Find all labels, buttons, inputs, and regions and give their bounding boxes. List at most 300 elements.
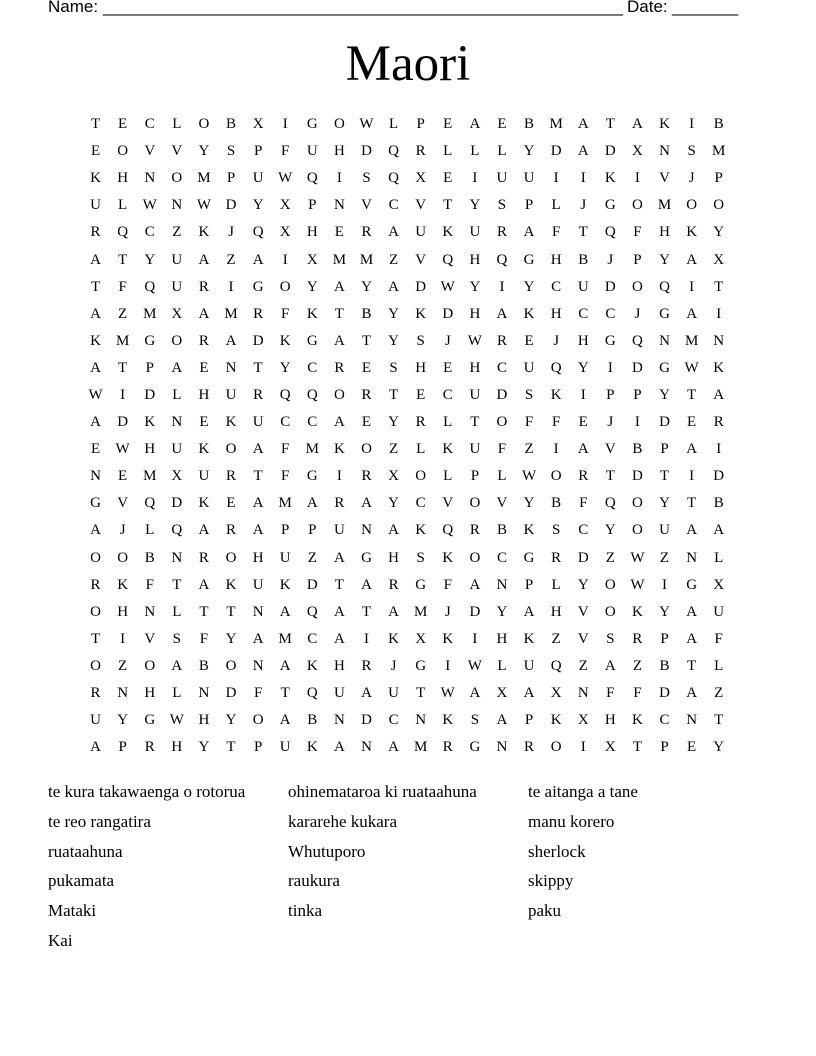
grid-letter: A bbox=[686, 441, 698, 458]
grid-letter: A bbox=[686, 251, 698, 268]
grid-letter: A bbox=[523, 603, 535, 620]
grid-letter: C bbox=[605, 305, 616, 322]
grid-letter: Z bbox=[226, 251, 236, 268]
grid-letter: X bbox=[171, 468, 183, 485]
grid-letter: R bbox=[361, 224, 372, 241]
grid-letter: M bbox=[359, 251, 374, 268]
grid-letter: O bbox=[469, 549, 481, 566]
grid-letter: H bbox=[252, 549, 264, 566]
grid-letter: N bbox=[225, 359, 237, 376]
grid-letter: R bbox=[578, 468, 589, 485]
grid-letter: F bbox=[145, 576, 154, 593]
grid-letter: W bbox=[521, 468, 537, 485]
grid-letter: J bbox=[228, 224, 234, 241]
grid-letter: R bbox=[226, 468, 237, 485]
grid-letter: S bbox=[687, 143, 696, 160]
grid-letter: I bbox=[553, 170, 559, 187]
grid-letter: K bbox=[686, 224, 698, 241]
grid-letter: U bbox=[171, 278, 183, 295]
grid-letter: A bbox=[469, 685, 481, 702]
grid-letter: S bbox=[497, 197, 507, 214]
grid-letter: D bbox=[577, 549, 589, 566]
grid-letter: A bbox=[252, 630, 264, 647]
grid-letter: U bbox=[279, 739, 291, 756]
grid-letter: H bbox=[604, 712, 616, 729]
grid-letter: Y bbox=[225, 712, 237, 729]
grid-letter: H bbox=[144, 441, 156, 458]
grid-letter: E bbox=[443, 359, 453, 376]
grid-letter: C bbox=[659, 712, 670, 729]
grid-letter: N bbox=[198, 685, 210, 702]
grid-letter: A bbox=[686, 685, 698, 702]
grid-letter: E bbox=[416, 386, 426, 403]
grid-letter: U bbox=[90, 712, 101, 729]
date-label: Date: bbox=[627, 0, 668, 16]
grid-letter: Y bbox=[713, 224, 725, 241]
grid-letter: D bbox=[632, 359, 643, 376]
grid-letter: J bbox=[444, 603, 451, 620]
grid-letter: T bbox=[172, 576, 182, 593]
grid-letter: G bbox=[659, 305, 670, 322]
grid-letter: O bbox=[225, 549, 237, 566]
grid-letter: R bbox=[551, 549, 562, 566]
grid-letter: T bbox=[280, 685, 290, 702]
grid-letter: V bbox=[604, 441, 616, 458]
grid-letter: K bbox=[442, 549, 454, 566]
grid-letter: R bbox=[90, 685, 101, 702]
grid-letter: E bbox=[118, 116, 128, 133]
grid-letter: T bbox=[687, 386, 697, 403]
grid-letter: B bbox=[713, 116, 724, 133]
grid-letter: M bbox=[278, 630, 292, 647]
grid-letter: E bbox=[90, 143, 101, 160]
grid-letter: A bbox=[686, 630, 698, 647]
grid-letter: F bbox=[551, 414, 561, 431]
grid-letter: Z bbox=[659, 549, 670, 566]
grid-letter: W bbox=[684, 359, 699, 376]
grid-letter: H bbox=[550, 305, 562, 322]
grid-letter: H bbox=[117, 603, 129, 620]
grid-letter: P bbox=[416, 116, 425, 133]
grid-letter: K bbox=[225, 576, 237, 593]
grid-letter: T bbox=[199, 603, 209, 620]
grid-letter: K bbox=[632, 712, 643, 729]
grid-letter: R bbox=[632, 630, 643, 647]
grid-letter: W bbox=[467, 657, 482, 674]
grid-letter: E bbox=[497, 116, 507, 133]
grid-letter: K bbox=[144, 414, 156, 431]
grid-letter: O bbox=[117, 549, 129, 566]
grid-letter: K bbox=[523, 630, 535, 647]
grid-letter: O bbox=[713, 197, 725, 214]
word-list-item: paku bbox=[528, 901, 562, 921]
grid-letter: F bbox=[633, 685, 642, 702]
grid-letter: Y bbox=[604, 522, 616, 539]
grid-letter: M bbox=[657, 197, 672, 214]
grid-letter: G bbox=[306, 332, 318, 349]
grid-letter: K bbox=[442, 224, 454, 241]
grid-letter: K bbox=[198, 495, 210, 512]
grid-letter: G bbox=[415, 576, 427, 593]
grid-letter: R bbox=[496, 224, 507, 241]
grid-letter: T bbox=[578, 224, 588, 241]
grid-letter: A bbox=[198, 522, 210, 539]
grid-letter: N bbox=[577, 685, 589, 702]
grid-letter: U bbox=[306, 143, 318, 160]
grid-letter: O bbox=[333, 386, 345, 403]
grid-letter: G bbox=[144, 332, 156, 349]
grid-letter: L bbox=[497, 468, 507, 485]
grid-letter: T bbox=[687, 495, 697, 512]
grid-letter: Q bbox=[442, 251, 454, 268]
grid-letter: Q bbox=[659, 278, 670, 295]
grid-letter: A bbox=[388, 522, 399, 539]
grid-letter: O bbox=[604, 603, 616, 620]
grid-letter: O bbox=[225, 441, 237, 458]
word-list-item: kararehe kukara bbox=[288, 811, 398, 831]
grid-letter: P bbox=[253, 739, 263, 756]
grid-letter: W bbox=[142, 197, 157, 214]
grid-letter: X bbox=[279, 224, 291, 241]
grid-letter: M bbox=[332, 251, 347, 268]
grid-letter: R bbox=[361, 386, 372, 403]
grid-letter: M bbox=[414, 603, 428, 620]
grid-letter: D bbox=[117, 414, 129, 431]
grid-letter: X bbox=[604, 739, 616, 756]
grid-letter: W bbox=[630, 576, 645, 593]
word-list-item: te reo rangatira bbox=[48, 811, 151, 831]
grid-letter: T bbox=[118, 359, 128, 376]
grid-letter: N bbox=[252, 603, 264, 620]
grid-letter: A bbox=[225, 332, 237, 349]
grid-letter: O bbox=[632, 522, 643, 539]
grid-letter: N bbox=[361, 522, 372, 539]
grid-letter: R bbox=[496, 332, 507, 349]
grid-letter: F bbox=[199, 630, 209, 647]
grid-letter: R bbox=[198, 278, 209, 295]
grid-letter: Y bbox=[388, 495, 399, 512]
grid-letter: L bbox=[551, 197, 561, 214]
grid-letter: B bbox=[496, 522, 507, 539]
grid-letter: I bbox=[689, 278, 695, 295]
grid-letter: A bbox=[198, 251, 210, 268]
grid-letter: K bbox=[306, 305, 318, 322]
grid-letter: E bbox=[687, 739, 697, 756]
grid-letter: W bbox=[115, 441, 130, 458]
grid-letter: L bbox=[443, 414, 453, 431]
grid-letter: X bbox=[496, 685, 508, 702]
grid-letter: Y bbox=[659, 495, 670, 512]
grid-letter: B bbox=[361, 305, 372, 322]
grid-letter: I bbox=[607, 359, 613, 376]
grid-letter: L bbox=[416, 441, 426, 458]
word-list-item: Whutuporo bbox=[288, 841, 366, 861]
grid-letter: Q bbox=[388, 170, 399, 187]
grid-letter: K bbox=[632, 603, 643, 620]
grid-letter: D bbox=[171, 495, 183, 512]
grid-letter: Z bbox=[551, 630, 561, 647]
grid-letter: O bbox=[171, 332, 183, 349]
grid-letter: S bbox=[551, 522, 561, 539]
word-list-item: ohinemataroa ki ruataahuna bbox=[288, 782, 477, 801]
grid-letter: V bbox=[171, 143, 183, 160]
grid-letter: K bbox=[306, 657, 318, 674]
grid-letter: Y bbox=[198, 739, 210, 756]
grid-letter: R bbox=[361, 468, 372, 485]
grid-letter: M bbox=[278, 495, 292, 512]
grid-letter: T bbox=[443, 197, 453, 214]
grid-letter: T bbox=[90, 278, 101, 295]
grid-letter: O bbox=[632, 495, 643, 512]
grid-letter: F bbox=[524, 414, 534, 431]
grid-letter: Z bbox=[524, 441, 534, 458]
grid-letter: T bbox=[334, 576, 344, 593]
grid-letter: J bbox=[390, 657, 397, 674]
grid-letter: I bbox=[580, 170, 586, 187]
grid-letter: A bbox=[388, 739, 399, 756]
grid-letter: Q bbox=[550, 359, 562, 376]
grid-letter: Q bbox=[604, 224, 616, 241]
grid-letter: Y bbox=[225, 630, 237, 647]
grid-letter: R bbox=[90, 576, 101, 593]
grid-letter: M bbox=[197, 170, 211, 187]
grid-letter: X bbox=[713, 251, 725, 268]
grid-letter: H bbox=[659, 224, 670, 241]
grid-letter: J bbox=[119, 522, 126, 539]
grid-letter: O bbox=[90, 657, 101, 674]
grid-letter: Y bbox=[659, 251, 670, 268]
grid-letter: G bbox=[306, 116, 318, 133]
grid-letter: S bbox=[416, 332, 425, 349]
grid-letter: A bbox=[496, 305, 508, 322]
grid-letter: A bbox=[632, 116, 643, 133]
grid-letter: E bbox=[687, 414, 697, 431]
grid-letter: A bbox=[388, 278, 399, 295]
grid-letter: T bbox=[118, 251, 128, 268]
grid-letter: H bbox=[469, 359, 481, 376]
grid-letter: Q bbox=[144, 495, 156, 512]
grid-letter: O bbox=[198, 116, 210, 133]
grid-letter: I bbox=[580, 386, 586, 403]
grid-letter: K bbox=[279, 332, 291, 349]
grid-letter: A bbox=[198, 576, 210, 593]
grid-letter: D bbox=[713, 468, 725, 485]
grid-letter: H bbox=[496, 630, 508, 647]
grid-letter: Y bbox=[659, 386, 670, 403]
grid-letter: H bbox=[198, 712, 210, 729]
grid-letter: I bbox=[120, 630, 126, 647]
grid-letter: D bbox=[415, 278, 427, 295]
grid-letter: C bbox=[388, 712, 399, 729]
grid-letter: A bbox=[90, 522, 101, 539]
grid-letter: P bbox=[660, 441, 669, 458]
grid-letter: B bbox=[551, 495, 562, 512]
grid-letter: Z bbox=[118, 657, 128, 674]
grid-letter: Q bbox=[442, 522, 454, 539]
grid-letter: C bbox=[144, 224, 155, 241]
grid-letter: M bbox=[305, 441, 319, 458]
grid-letter: R bbox=[253, 386, 264, 403]
grid-letter: A bbox=[577, 143, 589, 160]
grid-letter: F bbox=[714, 630, 723, 647]
grid-letter: U bbox=[523, 657, 535, 674]
grid-letter: F bbox=[281, 468, 290, 485]
grid-letter: M bbox=[143, 468, 157, 485]
grid-letter: T bbox=[90, 116, 101, 133]
grid-letter: A bbox=[333, 549, 345, 566]
grid-letter: H bbox=[415, 359, 427, 376]
grid-letter: D bbox=[604, 143, 616, 160]
grid-letter: X bbox=[252, 116, 264, 133]
grid-letter: J bbox=[607, 414, 614, 431]
grid-letter: U bbox=[388, 685, 399, 702]
grid-letter: L bbox=[714, 657, 724, 674]
grid-letter: N bbox=[361, 739, 372, 756]
grid-letter: Y bbox=[117, 712, 129, 729]
grid-letter: N bbox=[686, 712, 698, 729]
grid-letter: U bbox=[523, 170, 535, 187]
grid-letter: P bbox=[281, 522, 290, 539]
name-blank-line: _______________________________________________________ bbox=[103, 0, 624, 16]
grid-letter: Y bbox=[388, 305, 399, 322]
grid-letter: R bbox=[713, 414, 724, 431]
grid-letter: B bbox=[226, 116, 237, 133]
grid-letter: A bbox=[306, 495, 318, 512]
grid-letter: I bbox=[336, 170, 342, 187]
grid-letter: X bbox=[306, 251, 318, 268]
grid-letter: Y bbox=[252, 197, 264, 214]
grid-letter: I bbox=[472, 170, 478, 187]
grid-letter: C bbox=[307, 414, 318, 431]
grid-letter: M bbox=[224, 305, 238, 322]
grid-letter: R bbox=[144, 739, 155, 756]
grid-letter: C bbox=[307, 359, 318, 376]
grid-letter: N bbox=[659, 143, 670, 160]
grid-letter: F bbox=[633, 224, 642, 241]
grid-letter: O bbox=[252, 712, 264, 729]
grid-letter: E bbox=[199, 359, 209, 376]
grid-letter: L bbox=[172, 685, 182, 702]
grid-letter: R bbox=[415, 414, 426, 431]
grid-letter: P bbox=[118, 739, 127, 756]
grid-letter: C bbox=[496, 359, 507, 376]
grid-letter: U bbox=[469, 224, 481, 241]
grid-letter: R bbox=[198, 332, 209, 349]
grid-letter: E bbox=[524, 332, 534, 349]
grid-letter: A bbox=[361, 495, 372, 512]
grid-letter: I bbox=[445, 657, 451, 674]
grid-letter: K bbox=[90, 170, 101, 187]
grid-letter: A bbox=[361, 576, 372, 593]
grid-letter: D bbox=[225, 197, 237, 214]
grid-letter: L bbox=[443, 143, 453, 160]
grid-letter: U bbox=[496, 170, 508, 187]
grid-letter: T bbox=[659, 468, 670, 485]
grid-letter: T bbox=[605, 116, 615, 133]
grid-letter: J bbox=[688, 170, 695, 187]
grid-letter: K bbox=[279, 576, 291, 593]
grid-letter: G bbox=[523, 251, 535, 268]
grid-letter: Q bbox=[550, 657, 562, 674]
grid-letter: R bbox=[253, 305, 264, 322]
grid-letter: B bbox=[198, 657, 209, 674]
grid-letter: P bbox=[524, 576, 534, 593]
grid-letter: K bbox=[198, 441, 210, 458]
grid-letter: R bbox=[198, 549, 209, 566]
grid-letter: H bbox=[469, 305, 481, 322]
grid-letter: A bbox=[90, 739, 101, 756]
grid-letter: Y bbox=[198, 143, 210, 160]
grid-letter: C bbox=[578, 305, 589, 322]
grid-letter: K bbox=[415, 522, 427, 539]
grid-letter: G bbox=[415, 657, 427, 674]
grid-letter: H bbox=[550, 251, 562, 268]
grid-letter: T bbox=[388, 386, 399, 403]
grid-letter: Y bbox=[577, 576, 589, 593]
grid-letter: Q bbox=[388, 143, 399, 160]
grid-letter: A bbox=[469, 576, 481, 593]
grid-letter: Y bbox=[523, 278, 535, 295]
grid-letter: K bbox=[604, 170, 616, 187]
grid-letter: X bbox=[415, 170, 427, 187]
grid-letter: A bbox=[713, 522, 725, 539]
grid-letter: I bbox=[499, 278, 505, 295]
grid-letter: Y bbox=[523, 143, 535, 160]
grid-letter: R bbox=[334, 359, 345, 376]
grid-letter: Y bbox=[144, 251, 156, 268]
grid-letter: Z bbox=[714, 685, 724, 702]
grid-letter: H bbox=[333, 143, 345, 160]
grid-letter: Q bbox=[306, 170, 318, 187]
grid-letter: L bbox=[118, 197, 128, 214]
grid-letter: I bbox=[228, 278, 234, 295]
grid-letter: V bbox=[415, 251, 427, 268]
grid-letter: D bbox=[469, 603, 481, 620]
grid-letter: T bbox=[714, 278, 724, 295]
grid-letter: R bbox=[334, 495, 345, 512]
grid-letter: U bbox=[659, 522, 670, 539]
grid-letter: G bbox=[686, 576, 698, 593]
grid-letter: P bbox=[308, 522, 317, 539]
grid-letter: C bbox=[551, 278, 562, 295]
grid-letter: T bbox=[361, 603, 372, 620]
grid-letter: L bbox=[443, 468, 453, 485]
grid-letter: P bbox=[470, 468, 480, 485]
grid-letter: W bbox=[88, 386, 103, 403]
grid-letter: H bbox=[550, 603, 562, 620]
grid-letter: Y bbox=[388, 332, 399, 349]
grid-letter: O bbox=[90, 603, 101, 620]
grid-letter: S bbox=[172, 630, 181, 647]
word-list-item: ruataahuna bbox=[48, 841, 123, 861]
grid-letter: A bbox=[577, 441, 589, 458]
grid-letter: U bbox=[252, 414, 264, 431]
grid-letter: K bbox=[550, 712, 562, 729]
grid-letter: A bbox=[496, 712, 508, 729]
grid-letter: K bbox=[523, 522, 535, 539]
grid-letter: N bbox=[171, 414, 183, 431]
grid-letter: S bbox=[524, 386, 534, 403]
grid-letter: F bbox=[281, 305, 290, 322]
grid-letter: B bbox=[307, 712, 318, 729]
grid-letter: D bbox=[604, 278, 616, 295]
grid-letter: N bbox=[333, 712, 345, 729]
word-list-item: tinka bbox=[288, 901, 322, 921]
name-label: Name: bbox=[48, 0, 99, 16]
grid-letter: G bbox=[604, 197, 616, 214]
grid-letter: N bbox=[144, 170, 156, 187]
grid-letter: U bbox=[523, 359, 535, 376]
